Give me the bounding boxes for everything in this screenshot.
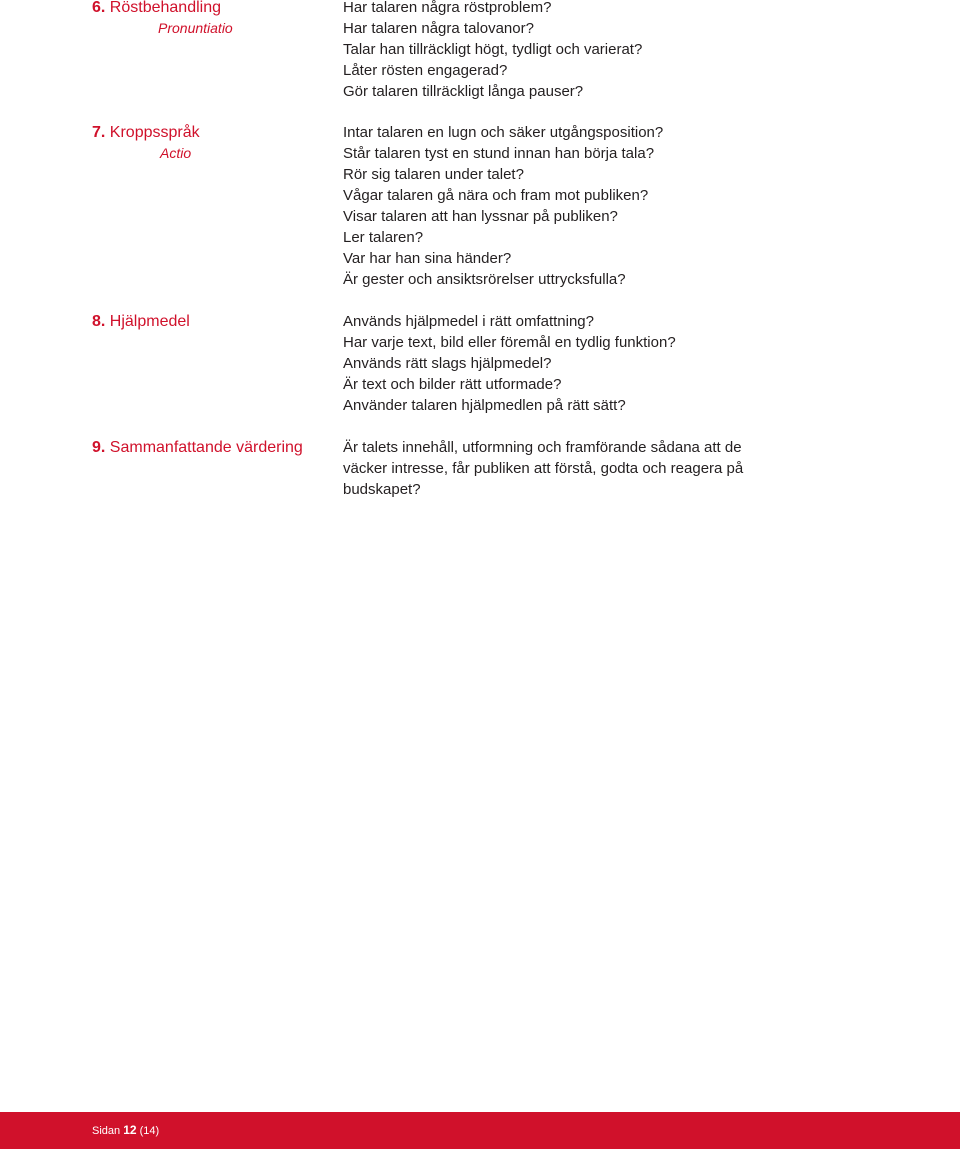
question-item: Intar talaren en lugn och säker utgångsposition?: [343, 124, 664, 141]
section-number: 6.: [92, 0, 106, 16]
section-title: Kroppsspråk: [109, 124, 200, 141]
question-list: [343, 311, 676, 416]
question-item: Står talaren tyst en stund innan han börja tala?: [343, 145, 655, 162]
question-item: Låter rösten engagerad?: [343, 62, 508, 79]
question-item: Vågar talaren gå nära och fram mot publiken?: [343, 187, 649, 204]
question-item: Har talaren några röstproblem?: [343, 0, 552, 16]
summary-text: Är talets innehåll, utformning och framförande sådana att de väcker intresse, får publiken att förstå, godta och reagera på budskapet?: [343, 439, 744, 498]
question-item: Är gester och ansiktsrörelser uttrycksfulla?: [343, 271, 626, 288]
question-list: [343, 122, 663, 290]
section-number: 7.: [92, 124, 106, 141]
question-item: Visar talaren att han lyssnar på publiken?: [343, 208, 618, 225]
question-item: Ler talaren?: [343, 229, 424, 246]
page-prefix: Sidan: [92, 1125, 121, 1137]
section-heading: [92, 122, 200, 143]
footer-bar: [0, 1112, 960, 1149]
page-indicator: [92, 1122, 159, 1139]
section-title: Sammanfattande värdering: [109, 439, 303, 456]
section-title: Röstbehandling: [109, 0, 221, 16]
question-item: Använder talaren hjälpmedlen på rätt sätt?: [343, 397, 626, 414]
section-title: Hjälpmedel: [109, 313, 190, 330]
section-heading: [92, 0, 221, 18]
question-item: Gör talaren tillräckligt långa pauser?: [343, 83, 584, 100]
question-item: Har varje text, bild eller föremål en tydlig funktion?: [343, 334, 676, 351]
question-item: Talar han tillräckligt högt, tydligt och varierat?: [343, 41, 643, 58]
section-heading: [92, 311, 190, 332]
question-item: Används rätt slags hjälpmedel?: [343, 355, 552, 372]
question-item: Har talaren några talovanor?: [343, 20, 534, 37]
question-item: Är text och bilder rätt utformade?: [343, 376, 562, 393]
section-number: 9.: [92, 439, 106, 456]
section-heading: [92, 437, 303, 458]
section-number: 8.: [92, 313, 106, 330]
current-page-number: 12: [123, 1123, 137, 1137]
section-subtitle: Actio: [160, 145, 192, 161]
question-item: Var har han sina händer?: [343, 250, 512, 267]
question-item: Rör sig talaren under talet?: [343, 166, 524, 183]
section-subtitle: Pronuntiatio: [158, 20, 233, 36]
total-pages: (14): [139, 1125, 160, 1137]
question-list: [343, 0, 642, 102]
question-item: Används hjälpmedel i rätt omfattning?: [343, 313, 594, 330]
